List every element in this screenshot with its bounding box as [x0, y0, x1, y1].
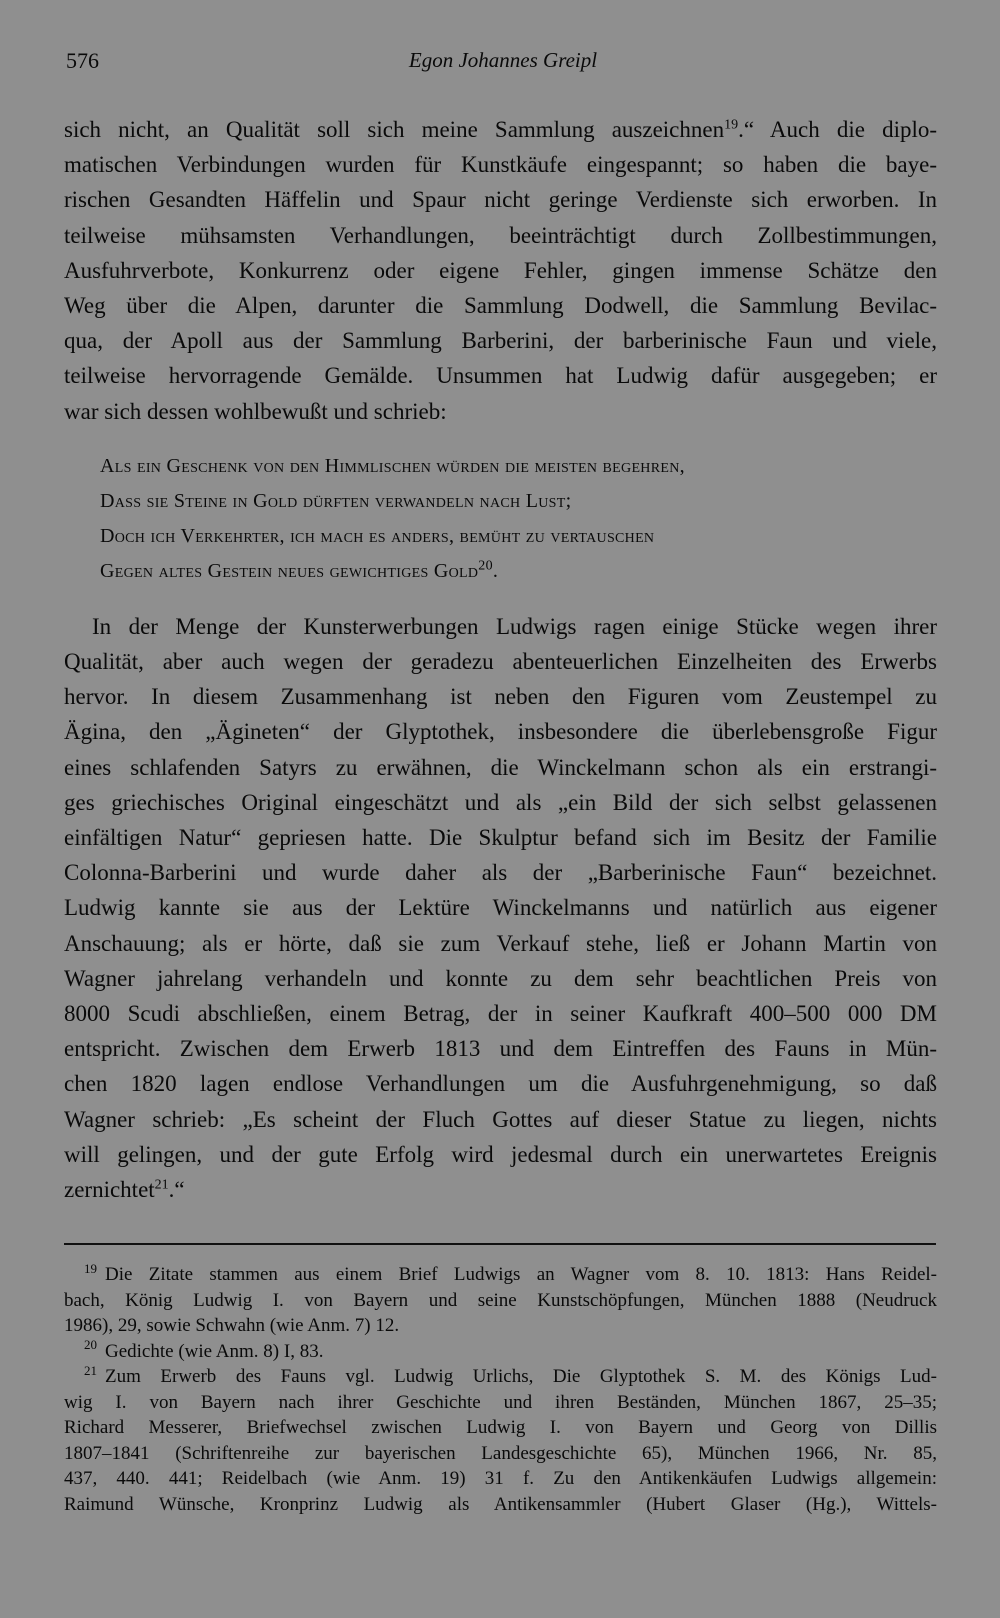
- text-line: teilweise hervorragende Gemälde. Unsummen hat Ludwig dafür ausgegeben; er: [64, 363, 937, 389]
- text-line: Weg über die Alpen, darunter die Sammlung Dodwell, die Sammlung Bevilac-: [64, 293, 937, 319]
- footnote-line: 437, 440. 441; Reidelbach (wie Anm. 19) 31 f. Zu den Antikenkäufen Ludwigs allgemein:: [64, 1468, 937, 1489]
- main-text: [64, 112, 937, 1207]
- footnote-line: bach, König Ludwig I. von Bayern und seine Kunstschöpfungen, München 1888 (Neudruck: [64, 1289, 937, 1311]
- text-line: will gelingen, und der gute Erfolg wird jedesmal durch ein unerwartetes Ereignis: [64, 1141, 937, 1167]
- text-line: entspricht. Zwischen dem Erwerb 1813 und dem Eintreffen des Fauns in Mün-: [64, 1036, 937, 1062]
- footnote-line: wig I. von Bayern nach ihrer Geschichte und ihren Beständen, München 1867, 25–35;: [64, 1391, 937, 1413]
- text-line: Wagner schrieb: „Es scheint der Fluch Gottes auf dieser Statue zu liegen, nichts: [64, 1106, 937, 1132]
- text-line: Wagner jahrelang verhandeln und konnte zu dem sehr beachtlichen Preis von: [64, 965, 937, 991]
- paragraph-1: [64, 112, 937, 429]
- text-line: teilweise mühsamsten Verhandlungen, beeinträchtigt durch Zollbestimmungen,: [64, 222, 937, 248]
- footnote-line: Raimund Wünsche, Kronprinz Ludwig als Antikensammler (Hubert Glaser (Hg.), Wittels-: [64, 1493, 937, 1515]
- footnote-ref: 19: [724, 117, 739, 133]
- footnote-number: 20: [84, 1337, 97, 1353]
- text-line: Ägina, den „Ägineten“ der Glyptothek, insbesondere die überlebensgroße Figur: [64, 719, 937, 745]
- text-line: zernichtet$^{21}$.“: [64, 1177, 185, 1203]
- verse-line: Dass sie Steine in Gold dürften verwandeln nach Lust;: [100, 489, 572, 512]
- text-line: ges griechisches Original eingeschätzt und als „ein Bild der sich selbst gelassenen: [64, 789, 937, 815]
- text-line: Anschauung; als er hörte, daß sie zum Verkauf stehe, ließ er Johann Martin von: [64, 930, 937, 956]
- footnote-21: [64, 1364, 937, 1517]
- text-line: qua, der Apoll aus der Sammlung Barberini, der barberinische Faun und viele,: [64, 328, 937, 354]
- text-line: matischen Verbindungen wurden für Kunstkäufe eingespannt; so haben die baye-: [64, 152, 937, 178]
- text-line: chen 1820 lagen endlose Verhandlungen um die Ausfuhrgenehmigung, so daß: [64, 1071, 937, 1097]
- footnote-20: [64, 1339, 937, 1365]
- page-number: 576: [66, 48, 99, 73]
- footnote-ref: 21: [154, 1177, 169, 1193]
- footnote-divider: [64, 1243, 936, 1245]
- verse-line: Gegen altes Gestein neues gewichtiges Gold$^{20}$.: [100, 558, 499, 582]
- text-line: Ausfuhrverbote, Konkurrenz oder eigene Fehler, gingen immense Schätze den: [64, 257, 937, 283]
- running-title: Egon Johannes Greipl: [408, 48, 598, 72]
- footnote-line: 1986), 29, sowie Schwahn (wie Anm. 7) 12.: [64, 1315, 400, 1336]
- text-line: Qualität, aber auch wegen der geradezu abenteuerlichen Einzelheiten des Erwerbs: [64, 649, 937, 675]
- text-line: sich nicht, an Qualität soll sich meine Sammlung auszeichnen$^{19}$.“ Auch die diplo-: [64, 117, 938, 142]
- text-line: einfältigen Natur“ gepriesen hatte. Die Skulptur befand sich im Besitz der Familie: [64, 825, 937, 851]
- text-line: war sich dessen wohlbewußt und schrieb:: [64, 398, 447, 424]
- footnotes: [64, 1262, 937, 1517]
- text-line: hervor. In diesem Zusammenhang ist neben den Figuren vom Zeustempel zu: [64, 684, 937, 710]
- footnote-number: 19: [84, 1260, 97, 1276]
- footnote-19: [64, 1262, 937, 1339]
- paragraph-2: [64, 609, 937, 1207]
- footnote-line: 1807–1841 (Schriftenreihe zur bayerischen Landesgeschichte 65), München 1966, Nr. 85,: [64, 1442, 937, 1464]
- verse-line: Als ein Geschenk von den Himmlischen würden die meisten begehren,: [100, 454, 685, 477]
- footnote-line: Richard Messerer, Briefwechsel zwischen Ludwig I. von Bayern und Georg von Dillis: [64, 1417, 937, 1438]
- footnote-line: $^{19}$ Die Zitate stammen aus einem Brief Ludwigs an Wagner vom 8. 10. 1813: Hans Reidel-: [84, 1260, 937, 1285]
- page-header: [66, 48, 940, 78]
- verse-quote: [100, 449, 937, 589]
- footnote-number: 21: [84, 1362, 97, 1378]
- text-line: 8000 Scudi abschließen, einem Betrag, der in seiner Kaufkraft 400–500 000 DM: [64, 1001, 937, 1027]
- footnote-ref: 20: [478, 558, 493, 574]
- footnote-line: $^{21}$ Zum Erwerb des Fauns vgl. Ludwig Urlichs, Die Glyptothek S. M. des Königs Lud-: [84, 1362, 937, 1387]
- text-line: eines schlafenden Satyrs zu erwähnen, die Winckelmann schon als ein erstrangi-: [64, 754, 937, 780]
- verse-line: Doch ich Verkehrter, ich mach es anders, bemüht zu vertauschen: [100, 524, 655, 547]
- text-line: Ludwig kannte sie aus der Lektüre Winckelmanns und natürlich aus eigener: [64, 895, 937, 921]
- text-line: Colonna-Barberini und wurde daher als der „Barberinische Faun“ bezeichnet.: [64, 860, 937, 886]
- text-line: rischen Gesandten Häffelin und Spaur nicht geringe Verdienste sich erworben. In: [64, 187, 937, 213]
- text-line: In der Menge der Kunsterwerbungen Ludwigs ragen einige Stücke wegen ihrer: [92, 613, 937, 639]
- footnote-line: $^{20}$ Gedichte (wie Anm. 8) I, 83.: [84, 1337, 324, 1362]
